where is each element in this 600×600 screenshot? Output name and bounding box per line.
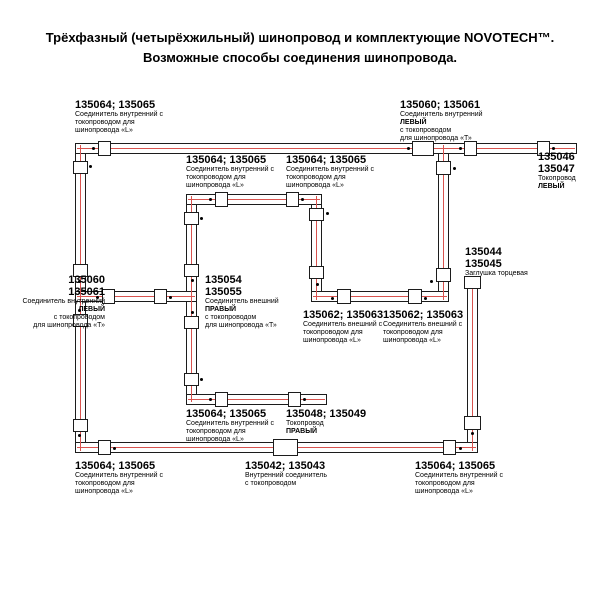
title-line-2: Возможные способы соединения шинопровода. xyxy=(142,50,458,65)
junction-dot xyxy=(78,434,81,437)
part-codes: 135060; 135061 xyxy=(400,99,481,111)
label-connector-external-l-1: 135062; 135063 Соединитель внешний с токопроводом для шинопровода «L» xyxy=(303,309,384,344)
junction-dot xyxy=(303,398,306,401)
part-codes: 135064; 135065 xyxy=(186,408,267,420)
connector-box-t-junction xyxy=(412,141,434,156)
junction-dot xyxy=(424,297,427,300)
connector-box xyxy=(408,289,422,304)
connector-box xyxy=(184,212,199,225)
connector-box xyxy=(184,373,199,386)
part-codes: 135045 xyxy=(465,258,502,270)
label-connector-external-right-t: 135054 135055 Соединитель внешний ПРАВЫЙ с токопроводом для шинопровода «Т» xyxy=(205,274,279,329)
junction-dot xyxy=(113,447,116,450)
label-connector-internal-l-top: 135064; 135065 Соединитель внутренний с токопроводом для шинопровода «L» xyxy=(75,99,163,134)
junction-dot xyxy=(331,297,334,300)
junction-dot xyxy=(459,447,462,450)
label-feed-left: 135046 135047 Токопровод ЛЕВЫЙ xyxy=(538,151,576,190)
part-codes: 135064; 135065 xyxy=(186,154,267,166)
label-connector-internal-left-t-top: 135060; 135061 Соединитель внутренний ЛЕВЫЙ с токопроводом для шинопровода «Т» xyxy=(400,99,483,142)
connector-box xyxy=(73,419,88,432)
connector-box xyxy=(286,192,299,207)
junction-dot xyxy=(92,147,95,150)
label-connector-external-l-2: 135062; 135063 Соединитель внешний с токопроводом для шинопровода «L» xyxy=(383,309,464,344)
conductor-line xyxy=(77,148,575,149)
part-codes: 135042; 135043 xyxy=(245,460,326,472)
label-connector-internal-l-inner-1: 135064; 135065 Соединитель внутренний с токопроводом для шинопровода «L» xyxy=(186,154,274,189)
junction-dot xyxy=(326,212,329,215)
connector-box xyxy=(309,266,324,279)
junction-dot xyxy=(209,198,212,201)
part-codes: 135064; 135065 xyxy=(415,460,496,472)
part-codes: 135047 xyxy=(538,163,575,175)
part-codes: 135046 xyxy=(538,151,575,163)
junction-dot xyxy=(169,296,172,299)
part-codes: 135064; 135065 xyxy=(75,460,156,472)
label-connector-internal-straight: 135042; 135043 Внутренний соединитель с токопроводом xyxy=(245,460,328,487)
junction-dot xyxy=(316,283,319,286)
part-codes: 135048; 135049 xyxy=(286,408,367,420)
label-connector-internal-l-inner-bottom: 135064; 135065 Соединитель внутренний с токопроводом для шинопровода «L» xyxy=(186,408,274,443)
connector-box xyxy=(98,440,111,455)
connector-box xyxy=(464,141,477,156)
junction-dot xyxy=(453,167,456,170)
junction-dot xyxy=(191,279,194,282)
junction-dot xyxy=(209,398,212,401)
part-codes: 135062; 135063 xyxy=(383,309,464,321)
connector-box xyxy=(154,289,167,304)
junction-dot xyxy=(430,280,433,283)
connector-box xyxy=(215,192,228,207)
connector-box xyxy=(436,268,451,282)
page-title xyxy=(0,28,600,68)
part-codes: 135054 xyxy=(205,274,242,286)
connector-box xyxy=(215,392,228,407)
connector-box xyxy=(337,289,351,304)
part-codes: 135044 xyxy=(465,246,502,258)
connector-box xyxy=(443,440,456,455)
connector-box xyxy=(184,316,199,329)
label-feed-right: 135048; 135049 Токопровод ПРАВЫЙ xyxy=(286,408,367,435)
part-codes: 135064; 135065 xyxy=(286,154,367,166)
label-end-cap: 135044 135045 Заглушка торцевая xyxy=(465,246,528,277)
part-codes: 135061 xyxy=(68,286,105,298)
label-connector-internal-l-inner-2: 135064; 135065 Соединитель внутренний с токопроводом для шинопровода «L» xyxy=(286,154,374,189)
junction-dot xyxy=(301,198,304,201)
label-connector-internal-l-bottom-left: 135064; 135065 Соединитель внутренний с токопроводом для шинопровода «L» xyxy=(75,460,163,495)
connector-box-straight xyxy=(273,439,298,456)
part-codes: 135060 xyxy=(68,274,105,286)
junction-dot xyxy=(89,165,92,168)
connector-box xyxy=(98,141,111,156)
connector-box xyxy=(73,161,88,174)
junction-dot xyxy=(200,378,203,381)
part-codes: 135064; 135065 xyxy=(75,99,156,111)
label-connector-internal-l-bottom-right: 135064; 135065 Соединитель внутренний с токопроводом для шинопровода «L» xyxy=(415,460,503,495)
part-codes: 135055 xyxy=(205,286,242,298)
label-connector-internal-left-t-side: 135060 135061 Соединитель внутренний ЛЕВЫЙ с токопроводом для шинопровода «Т» xyxy=(0,274,105,330)
part-codes: 135062; 135063 xyxy=(303,309,384,321)
junction-dot xyxy=(471,432,474,435)
junction-dot xyxy=(407,147,410,150)
connector-box xyxy=(464,416,481,430)
connector-box xyxy=(436,161,451,175)
junction-dot xyxy=(191,311,194,314)
title-line-1: Трёхфазный (четырёхжильный) шинопровод и комплектующие NOVOTECH™. xyxy=(45,30,555,45)
junction-dot xyxy=(459,147,462,150)
conductor-line xyxy=(191,196,192,402)
junction-dot xyxy=(552,147,555,150)
connector-box xyxy=(309,208,324,221)
connector-box-feed-right xyxy=(288,392,301,407)
junction-dot xyxy=(200,217,203,220)
connector-box xyxy=(184,264,199,277)
